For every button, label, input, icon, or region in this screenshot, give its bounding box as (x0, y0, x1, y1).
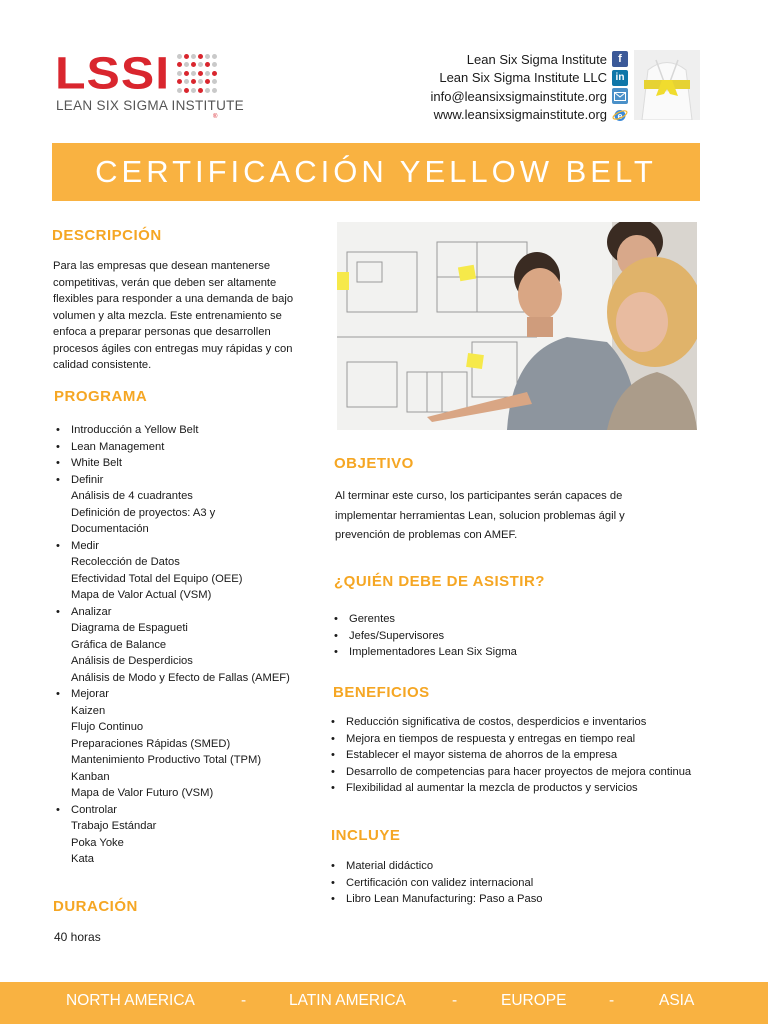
list-item: • Jefes/Supervisores (332, 628, 517, 645)
contact-facebook[interactable] (430, 50, 628, 69)
programa-item: • White Belt (54, 455, 290, 472)
list-item: • Flexibilidad al aumentar la mezcla de productos y servicios (329, 780, 691, 797)
programa-item: • Introducción a Yellow Belt (54, 422, 290, 439)
programa-item: Documentación (71, 523, 149, 535)
incluye-list (329, 858, 543, 908)
programa-item: • Analizar (54, 604, 290, 621)
footer-separator: - (452, 992, 458, 1009)
programa-item: Análisis de 4 cuadrantes (71, 490, 193, 502)
quien-list (332, 611, 517, 661)
objetivo-line: Al terminar este curso, los participantes serán capaces de (335, 490, 623, 502)
list-item: • Implementadores Lean Six Sigma (332, 644, 517, 661)
linkedin-icon[interactable]: in (612, 70, 628, 86)
logo-dots-icon (177, 54, 217, 94)
contact-linkedin[interactable] (430, 69, 628, 88)
descripcion-line: calidad consistente. (53, 359, 152, 371)
programa-item: Kata (71, 853, 95, 865)
programa-item: • Controlar (54, 802, 290, 819)
descripcion-line: competitivas, verán que deben ser altamente (53, 276, 277, 289)
list-item: • Establecer el mayor sistema de ahorros de la empresa (329, 747, 691, 764)
objetivo-heading: OBJETIVO (334, 455, 414, 472)
programa-item: Trabajo Estándar (71, 820, 157, 832)
list-item: • Desarrollo de competencias para hacer proyectos de mejora continua (329, 764, 691, 781)
svg-text:e: e (617, 110, 623, 121)
objetivo-line: implementar herramientas Lean, solucion problemas ágil y (335, 509, 625, 522)
contact-website-text[interactable]: www.leansixsigmainstitute.org (433, 107, 607, 123)
footer-region: EUROPE (501, 992, 567, 1009)
footer-region: LATIN AMERICA (289, 992, 406, 1009)
programa-item: • Lean Management (54, 439, 290, 456)
contact-linkedin-text[interactable]: Lean Six Sigma Institute LLC (439, 70, 607, 86)
yellow-belt-photo (634, 50, 700, 120)
programa-item: Análisis de Desperdicios (71, 655, 193, 667)
programa-item: Kaizen (71, 704, 106, 717)
programa-item: Poka Yoke (71, 836, 124, 849)
logo-registered-mark: ® (213, 114, 218, 120)
beneficios-list (329, 714, 691, 797)
footer-region: NORTH AMERICA (66, 992, 195, 1009)
list-item: • Certificación con validez internacional (329, 875, 543, 892)
descripcion-heading: DESCRIPCIÓN (52, 227, 162, 244)
footer-bar (0, 982, 768, 1024)
descripcion-line: volumen y alta mezcla. Este entrenamiento se (53, 309, 282, 322)
contact-email-text[interactable]: info@leansixsigmainstitute.org (430, 88, 607, 104)
contact-facebook-text[interactable]: Lean Six Sigma Institute (466, 51, 607, 67)
programa-item: • Mejorar (54, 686, 290, 703)
descripcion-line: flexibles para responder a una demanda de bajo (53, 293, 294, 305)
objetivo-text (335, 487, 695, 546)
programa-item: • Medir (54, 538, 290, 555)
footer-region: ASIA (659, 992, 695, 1009)
facebook-icon[interactable]: f (612, 51, 628, 67)
footer-separator: - (241, 992, 247, 1009)
programa-item: Kanban (71, 770, 110, 783)
programa-item: • Definir (54, 472, 290, 489)
footer-separator: - (609, 992, 615, 1009)
programa-item: Gráfica de Balance (71, 638, 167, 651)
descripcion-text (53, 258, 313, 374)
list-item: • Mejora en tiempos de respuesta y entregas en tiempo real (329, 731, 691, 748)
programa-item: Mapa de Valor Futuro (VSM) (71, 787, 214, 799)
programa-item: Análisis de Modo y Efecto de Fallas (AMEF) (71, 671, 290, 684)
incluye-heading: INCLUYE (331, 827, 401, 844)
descripcion-line: procesos ágiles con entregas muy rápidas y con (53, 342, 293, 355)
programa-item: Diagrama de Espagueti (71, 622, 188, 634)
email-icon[interactable] (612, 88, 628, 104)
programa-item: Mapa de Valor Actual (VSM) (71, 589, 212, 601)
list-item: • Reducción significativa de costos, desperdicios e inventarios (329, 714, 691, 731)
programa-item: Flujo Continuo (71, 721, 144, 733)
programa-list (54, 422, 290, 868)
training-photo (337, 222, 697, 430)
descripcion-line: Para las empresas que desean mantenerse (53, 260, 271, 272)
contact-email[interactable] (430, 87, 628, 106)
list-item: • Libro Lean Manufacturing: Paso a Paso (329, 891, 543, 908)
beneficios-heading: BENEFICIOS (333, 684, 430, 701)
quien-heading: ¿QUIÉN DEBE DE ASISTIR? (334, 573, 545, 590)
contact-website[interactable] (430, 106, 628, 125)
duracion-value: 40 horas (54, 930, 101, 944)
internet-explorer-icon[interactable] (612, 107, 628, 123)
programa-item: Definición de proyectos: A3 y (71, 506, 216, 519)
descripcion-line: enfoca a preparar personas que desarrollen (53, 326, 271, 338)
contact-block (430, 50, 628, 124)
list-item: • Material didáctico (329, 858, 543, 875)
programa-heading: PROGRAMA (54, 388, 148, 405)
logo-subtitle: LEAN SIX SIGMA INSTITUTE (56, 98, 244, 113)
programa-item: Recolección de Datos (71, 556, 180, 568)
programa-item: Efectividad Total del Equipo (OEE) (71, 572, 243, 585)
programa-item: Mantenimiento Productivo Total (TPM) (71, 754, 262, 766)
objetivo-line: prevención de problemas con AMEF. (335, 529, 518, 541)
programa-item: Preparaciones Rápidas (SMED) (71, 737, 231, 750)
list-item: • Gerentes (332, 611, 517, 628)
page-title: CERTIFICACIÓN YELLOW BELT (95, 154, 657, 189)
duracion-heading: DURACIÓN (53, 898, 138, 915)
title-banner (52, 143, 700, 201)
lssi-logo (55, 48, 244, 122)
logo-wordmark: LSSI (55, 48, 171, 99)
